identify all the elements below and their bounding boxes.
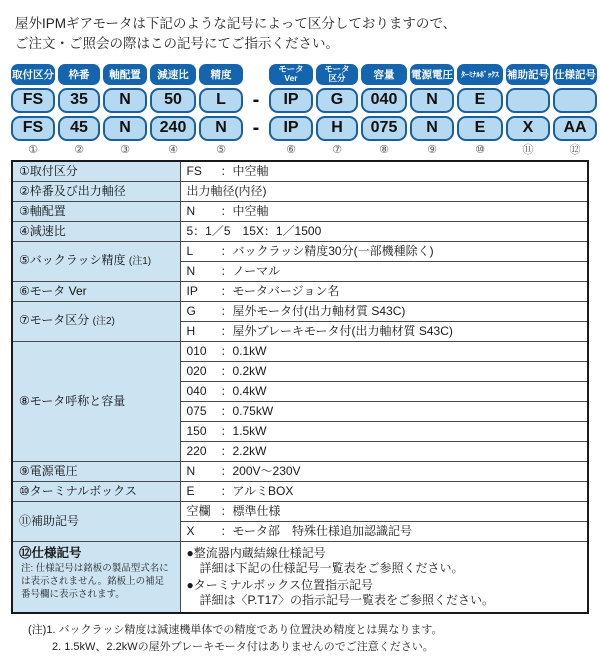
bullet-rectifier-title: ●整流器内蔵結線仕様記号 (186, 545, 326, 560)
model-code-diagram (11, 64, 600, 157)
code-box-row1-empty (506, 88, 550, 113)
table-row-voltage (12, 461, 588, 481)
code-desc: ：0.1kW (220, 343, 267, 358)
badge-motor-ver-line1: モータ (278, 64, 304, 75)
badge-precision: 精度 (199, 64, 243, 85)
table-row-mounting (12, 161, 588, 182)
badge-motor-class (316, 64, 358, 85)
row-label: ⑪補助記号 (12, 501, 180, 541)
intro-line-2: ご注文・ご照会の際はこの記号にてご指示ください。 (15, 36, 339, 52)
code-value: E (186, 483, 195, 498)
badge-auxiliary-code: 補助記号 (506, 64, 550, 85)
code-value: N (186, 463, 196, 478)
code-value: 空欄 (186, 503, 211, 518)
code-box-row1: 040 (361, 88, 407, 113)
code-desc: ：中空軸 (220, 203, 269, 218)
badge-shaft-arrangement: 軸配置 (103, 64, 147, 85)
badge-terminal-box: ﾀｰﾐﾅﾙﾎﾞｯｸｽ (457, 64, 503, 85)
badge-mounting-type: 取付区分 (11, 64, 55, 85)
code-desc: ：中空軸 (220, 163, 269, 178)
code-box-row2: N (103, 116, 147, 141)
row-label: ⑦モータ区分 (19, 313, 90, 328)
badge-motor-ver-line2: Ver (284, 73, 298, 83)
row-label: ①取付区分 (12, 161, 180, 182)
table-row-motor-class-1 (12, 301, 588, 321)
code-box-row2: AA (553, 116, 597, 141)
row-label: ⑧モータ呼称と容量 (12, 341, 180, 461)
position-number: ④ (168, 143, 178, 156)
code-box-row1: 50 (150, 88, 196, 113)
code-box-row1-empty (553, 88, 597, 113)
position-number: ⑤ (216, 143, 226, 156)
footnote-2: 2. 1.5kW、2.2kWの屋外ブレーキモータ付はありませんのでご注意ください。 (52, 640, 434, 653)
badge-frame-number: 枠番 (58, 64, 100, 85)
table-row-shaft (12, 201, 588, 221)
code-column-terminal-box (457, 64, 503, 157)
position-number: ⑨ (427, 143, 437, 156)
table-row-terminal-box (12, 481, 588, 501)
code-column-auxiliary (506, 64, 550, 157)
code-value: 010 (186, 343, 207, 358)
row-label: ⑤バックラッシ精度 (19, 253, 126, 268)
table-row-ratio (12, 221, 588, 241)
code-value: 150 (186, 423, 207, 438)
code-column-motor-class (316, 64, 358, 157)
code-desc: ：0.4kW (220, 383, 267, 398)
position-number: ⑫ (569, 143, 581, 156)
table-row-capacity-1 (12, 341, 588, 361)
badge-voltage: 電源電圧 (410, 64, 454, 85)
position-number: ① (28, 143, 38, 156)
row-label: ⑥モータ Ver (12, 281, 180, 301)
code-column-capacity (361, 64, 407, 157)
code-box-row2: 075 (361, 116, 407, 141)
row-label-note: (注1) (128, 256, 152, 268)
spec-table (11, 160, 589, 614)
code-desc: ：バックラッシ精度30分(一部機種除く) (220, 243, 434, 258)
code-box-row2: FS (11, 116, 55, 141)
code-column-frame (58, 64, 100, 157)
badge-motor-ver (269, 64, 313, 85)
separator-dash-row2: - (252, 116, 260, 139)
position-number: ⑩ (475, 143, 485, 156)
table-row-frame (12, 181, 588, 201)
code-box-row1: N (410, 88, 454, 113)
bullet-rectifier-desc: 詳細は下記の仕様記号一覧表をご参照ください。 (199, 561, 464, 576)
badge-motor-class-line1: モータ (324, 64, 350, 75)
row-value: 出力軸径(内径) (180, 181, 588, 201)
code-value: 075 (186, 403, 207, 418)
table-row-auxiliary-1 (12, 501, 588, 521)
footnotes (28, 622, 600, 656)
code-box-row1: FS (11, 88, 55, 113)
code-value: 220 (186, 443, 207, 458)
code-desc: ：屋外ブレーキモータ付(出力軸材質 S43C) (220, 323, 453, 338)
code-separator-column (246, 64, 266, 141)
position-number: ⑧ (379, 143, 389, 156)
intro-text (0, 0, 600, 55)
footnote-1: (注)1. バックラッシ精度は減速機単体での精度であり位置決め精度とは異なります。 (28, 623, 443, 636)
code-desc: ：屋外モータ付(出力軸材質 S43C) (220, 303, 406, 318)
code-column-shaft (103, 64, 147, 157)
code-box-row2: X (506, 116, 550, 141)
separator-spacer (246, 64, 266, 85)
code-desc: ：モータ部 特殊仕様追加認識記号 (220, 523, 413, 538)
code-column-spec-code (553, 64, 597, 157)
code-desc: ：2.2kW (220, 443, 267, 458)
code-box-row2: IP (269, 116, 313, 141)
code-value: L (186, 243, 194, 258)
position-number: ② (74, 143, 84, 156)
code-value: H (186, 323, 196, 338)
code-box-row1: N (103, 88, 147, 113)
badge-spec-code: 仕様記号 (553, 64, 597, 85)
row-value: 5：1／5 15X：1／1500 (180, 221, 588, 241)
code-value: FS (186, 163, 202, 178)
code-value: IP (186, 283, 198, 298)
code-desc: ：標準仕様 (220, 503, 281, 518)
code-box-row2: H (316, 116, 358, 141)
code-box-row2: N (199, 116, 243, 141)
code-box-row2: E (457, 116, 503, 141)
table-row-backlash-1 (12, 241, 588, 261)
row-label: ③軸配置 (12, 201, 180, 221)
code-box-row1: E (457, 88, 503, 113)
row-label: ②枠番及び出力軸径 (12, 181, 180, 201)
row-label-note: (注2) (92, 316, 115, 328)
table-row-motor-ver (12, 281, 588, 301)
position-number: ⑥ (286, 143, 296, 156)
code-box-row2: 240 (150, 116, 196, 141)
code-box-row2: 45 (58, 116, 100, 141)
code-desc: ：200V～230V (220, 463, 301, 478)
code-value: N (186, 203, 196, 218)
code-box-row1: IP (269, 88, 313, 113)
badge-reduction-ratio: 減速比 (150, 64, 196, 85)
code-desc: ：0.2kW (220, 363, 267, 378)
position-number: ⑦ (332, 143, 342, 156)
position-number: ⑪ (522, 143, 534, 156)
row-label: ⑫仕様記号 (19, 545, 82, 560)
code-value: G (186, 303, 196, 318)
code-value: N (186, 263, 196, 278)
badge-capacity: 容量 (361, 64, 407, 85)
code-value: X (186, 523, 195, 538)
code-column-ratio (150, 64, 196, 157)
code-value: 040 (186, 383, 207, 398)
intro-line-1: 屋外IPMギアモータは下記のような記号によって区分しておりますので、 (15, 16, 457, 31)
code-desc: ：1.5kW (220, 423, 267, 438)
position-number: ③ (120, 143, 130, 156)
code-column-precision (199, 64, 243, 157)
code-box-row1: L (199, 88, 243, 113)
code-column-mounting (11, 64, 55, 157)
bullet-terminal-position-desc: 詳細は〈P.T17〉の指示記号一覧表をご参照ください。 (199, 593, 494, 608)
code-desc: ：モータバージョン名 (220, 283, 340, 298)
code-desc: ：ノーマル (220, 263, 281, 278)
code-desc: ：0.75kW (220, 403, 274, 418)
row-label: ⑨電源電圧 (12, 461, 180, 481)
code-box-row1: G (316, 88, 358, 113)
row-label: ⑩ターミナルボックス (12, 481, 180, 501)
code-box-row1: 35 (58, 88, 100, 113)
separator-dash-row1: - (252, 88, 260, 111)
spec-code-note: 注: 仕様記号は銘板の製品型式名には表示されません。銘板上の補足番号欄に表示されます。 (21, 563, 169, 600)
code-column-voltage (410, 64, 454, 157)
table-row-spec-code (12, 541, 588, 613)
bullet-terminal-position-title: ●ターミナルボックス位置指示記号 (186, 577, 374, 592)
code-value: 020 (186, 363, 207, 378)
code-desc: ：アルミBOX (220, 483, 294, 498)
badge-motor-class-line2: 区分 (328, 73, 346, 83)
code-box-row2: N (410, 116, 454, 141)
row-label: ④減速比 (12, 221, 180, 241)
code-column-motor-ver (269, 64, 313, 157)
